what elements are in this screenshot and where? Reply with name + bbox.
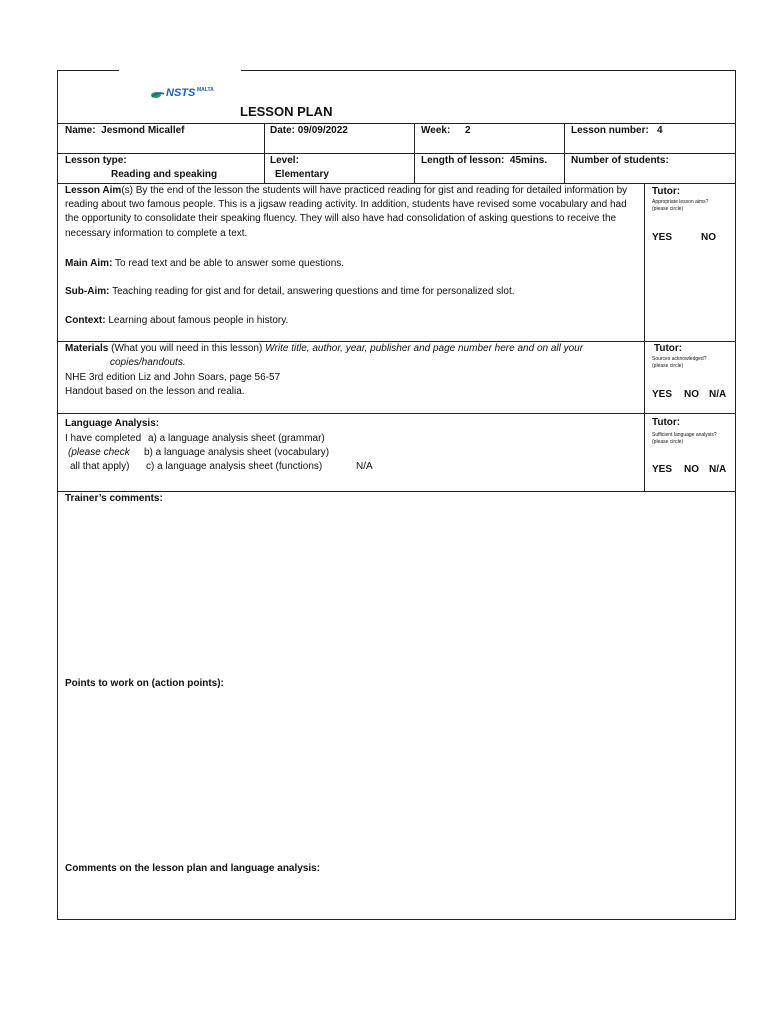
tutor-col-line <box>644 183 645 491</box>
language-na-value: N/A <box>356 461 373 472</box>
language-all-apply: all that apply) <box>70 461 130 472</box>
frame-gap <box>119 68 241 72</box>
tutor-language-note: Sufficient language analysis? <box>652 432 717 438</box>
lesson-aim-paragraph <box>65 184 641 241</box>
language-item-c: c) a language analysis sheet (functions) <box>146 461 323 472</box>
lesson-aim-label: Lesson Aim <box>65 185 122 196</box>
week-label: Week: <box>421 125 451 136</box>
main-aim-text: To read text and be able to answer some questions. <box>115 258 345 269</box>
tutor-aims-label: Tutor: <box>652 186 681 197</box>
name-cell <box>65 124 185 138</box>
tutor-materials-circle-note: (please circle) <box>652 363 684 369</box>
name-label: Name: <box>65 125 96 136</box>
tutor-aims-yes[interactable]: YES <box>652 232 673 243</box>
materials-paren: (What you will need in this lesson) <box>111 343 263 354</box>
length-label: Length of lesson: <box>421 155 505 166</box>
action-points-label: Points to work on (action points): <box>65 678 224 689</box>
lesson-aim-suffix: (s) <box>121 185 133 196</box>
tutor-materials-note: Sources acknowledged? <box>652 356 707 362</box>
tutor-language-na[interactable]: N/A <box>709 464 727 475</box>
col-line-1 <box>264 123 265 183</box>
materials-instruction-1: Write title, author, year, publisher and page number here and on all your <box>265 343 584 354</box>
language-item-a: a) a language analysis sheet (grammar) <box>148 433 325 444</box>
main-aim-label: Main Aim: <box>65 258 113 269</box>
rule-materials <box>57 413 736 414</box>
date-label: Date: <box>270 125 296 136</box>
tutor-aims-no[interactable]: NO <box>701 232 716 243</box>
materials-source-2: Handout based on the lesson and realia. <box>65 386 245 397</box>
materials-label: Materials <box>65 343 109 354</box>
page-title: LESSON PLAN <box>240 104 333 119</box>
week-value: 2 <box>465 125 471 136</box>
level-value: Elementary <box>275 169 329 180</box>
materials-line1 <box>65 342 583 356</box>
tutor-materials-na[interactable]: N/A <box>709 389 727 400</box>
tutor-language-no[interactable]: NO <box>684 464 699 475</box>
trainer-comments-label: Trainer’s comments: <box>65 493 163 504</box>
sub-aim-line <box>65 285 515 299</box>
tutor-aims-note: Appropriate lesson aims? <box>652 199 709 205</box>
plan-comments-label: Comments on the lesson plan and language analysis: <box>65 863 321 874</box>
materials-source-1: NHE 3rd edition Liz and John Soars, page 56-57 <box>65 372 281 383</box>
context-text: Learning about famous people in history. <box>108 315 289 326</box>
tutor-language-yes[interactable]: YES <box>652 464 673 475</box>
tutor-language-circle-note: (please circle) <box>652 439 684 445</box>
level-label: Level: <box>270 155 299 166</box>
lesson-type-label: Lesson type: <box>65 155 127 166</box>
tutor-materials-yes[interactable]: YES <box>652 389 673 400</box>
context-line <box>65 314 288 328</box>
lesson-number-label: Lesson number: <box>571 125 649 136</box>
col-line-2 <box>414 123 415 183</box>
materials-instruction-2: copies/handouts. <box>110 357 186 368</box>
students-label: Number of students: <box>571 155 669 166</box>
sub-aim-label: Sub-Aim: <box>65 286 110 297</box>
language-please-check: (please check <box>68 447 130 458</box>
lesson-aim-text: By the end of the lesson the students will have practiced reading for gist and reading for detailed information by reading about two famous people. This is a jigsaw reading activity. In addition, students have revised some vocabulary and had the opportunity to consolidate their speaking fluency. They will also have had consolidation of asking questions to receive the necessary information to complete a text. <box>65 185 628 239</box>
date-value: 09/09/2022 <box>297 125 348 136</box>
date-cell <box>270 124 348 138</box>
language-analysis-label: Language Analysis: <box>65 418 160 429</box>
tutor-aims-circle-note: (please circle) <box>652 206 684 212</box>
language-item-b: b) a language analysis sheet (vocabulary) <box>144 447 330 458</box>
main-aim-line <box>65 257 344 271</box>
logo-text: NSTS <box>166 87 196 99</box>
length-value: 45mins. <box>509 155 548 166</box>
context-label: Context: <box>65 315 106 326</box>
lesson-number-value: 4 <box>657 125 663 136</box>
col-line-3 <box>564 123 565 183</box>
language-completed-label: I have completed <box>65 433 142 444</box>
length-cell <box>421 154 547 168</box>
lesson-type-value: Reading and speaking <box>111 169 218 180</box>
tutor-materials-label: Tutor: <box>654 343 683 354</box>
sub-aim-text: Teaching reading for gist and for detail, answering questions and time for personalized slot. <box>112 286 515 297</box>
tutor-materials-no[interactable]: NO <box>684 389 699 400</box>
logo-subtext: MALTA <box>197 87 214 93</box>
tutor-language-label: Tutor: <box>652 417 681 428</box>
name-value: Jesmond Micallef <box>101 125 185 136</box>
